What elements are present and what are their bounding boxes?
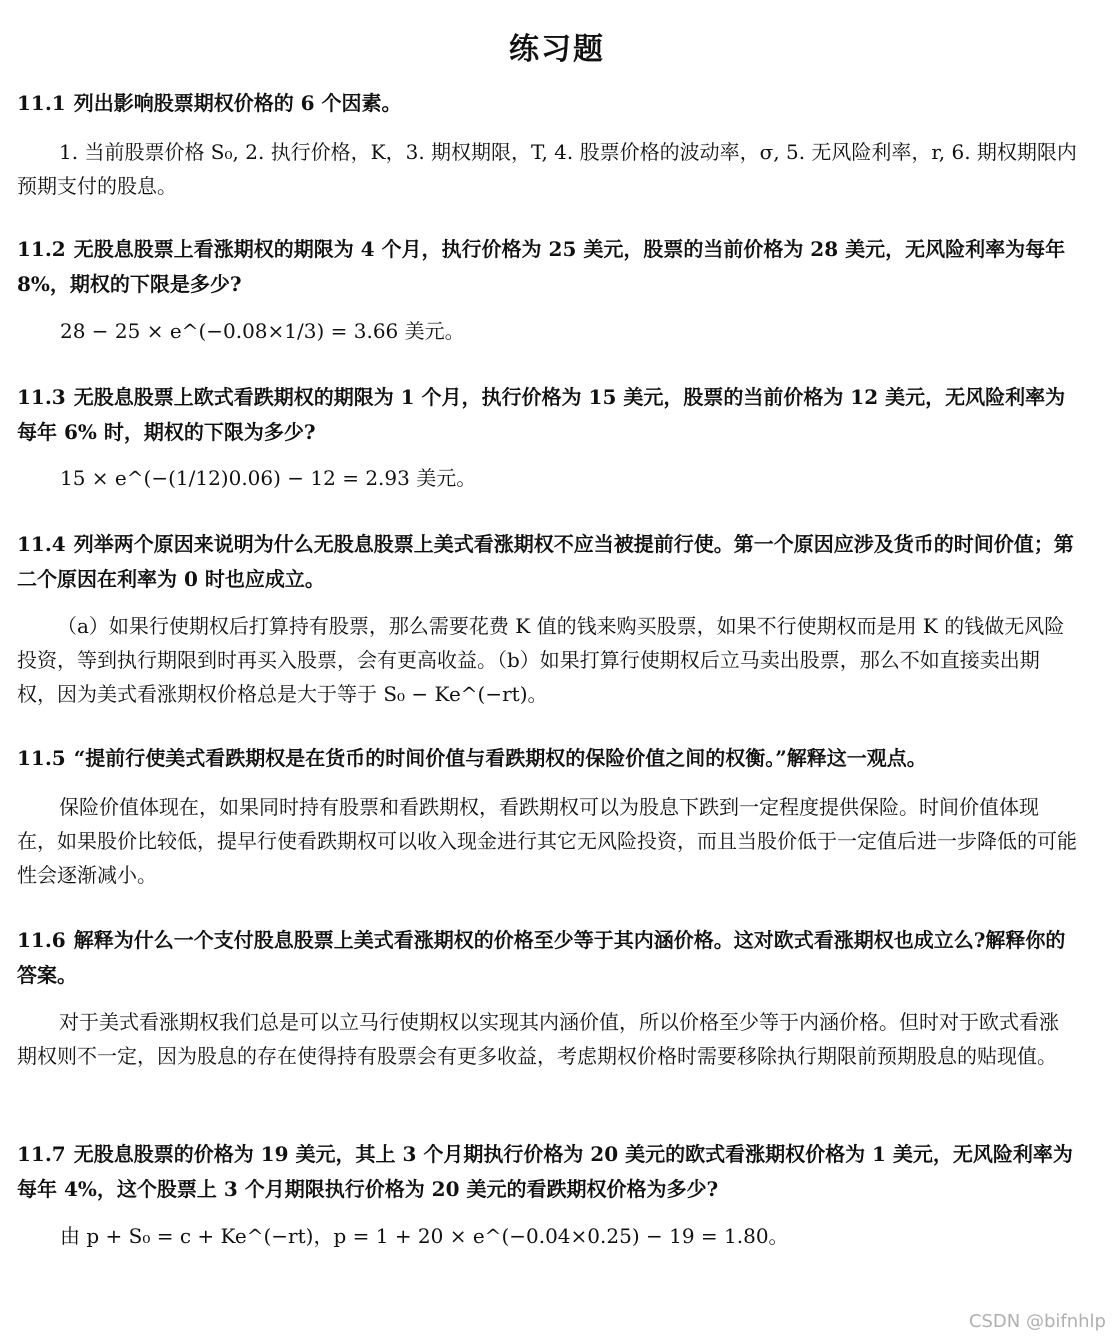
question-number: 11.6 (17, 928, 66, 952)
question-text: 无股息股票上欧式看跌期权的期限为 1 个月，执行价格为 15 美元，股票的当前价格为 12 美元，无风险利率为每年 6% 时，期权的下限为多少? (17, 385, 1066, 444)
question-number: 11.1 (17, 91, 66, 115)
answer-11-7: 由 p + S₀ = c + Ke^(−rt)，p = 1 + 20 × e^(−0.04×0.25) − 19 = 1.80。 (60, 1224, 789, 1248)
answer-11-1: 1. 当前股票价格 S₀, 2. 执行价格，K，3. 期权期限，T, 4. 股票价格的波动率，σ, 5. 无风险利率，r, 6. 期权期限内预期支付的股息。 (17, 140, 1077, 198)
page-title: 练习题 (509, 32, 605, 67)
watermark: CSDN @bifnhlp (968, 1311, 1106, 1332)
question-11-4 (17, 527, 1077, 597)
answer-11-5: 保险价值体现在，如果同时持有股票和看跌期权，看跌期权可以为股息下跌到一定程度提供保险。时间价值体现在，如果股价比较低，提早行使看跌期权可以收入现金进行其它无风险投资，而且当股价低于一定值后进一步降低的可能性会逐渐减小。 (17, 795, 1077, 887)
question-number: 11.5 (17, 746, 66, 770)
question-11-2 (17, 232, 1077, 302)
question-number: 11.2 (17, 237, 66, 261)
question-number: 11.7 (17, 1142, 66, 1166)
question-text: “提前行使美式看跌期权是在货币的时间价值与看跌期权的保险价值之间的权衡。”解释这一观点。 (73, 746, 927, 770)
question-text: 列出影响股票期权价格的 6 个因素。 (73, 91, 402, 115)
question-11-5 (17, 741, 1077, 776)
answer-11-6: 对于美式看涨期权我们总是可以立马行使期权以实现其内涵价值，所以价格至少等于内涵价格。但时对于欧式看涨期权则不一定，因为股息的存在使得持有股票会有更多收益，考虑期权价格时需要移除执行期限前预期股息的贴现值。 (17, 1010, 1059, 1068)
answer-11-3: 15 × e^(−(1/12)0.06) − 12 = 2.93 美元。 (60, 466, 477, 490)
question-number: 11.3 (17, 385, 66, 409)
question-text: 列举两个原因来说明为什么无股息股票上美式看涨期权不应当被提前行使。第一个原因应涉及货币的时间价值；第二个原因在利率为 0 时也应成立。 (17, 532, 1074, 591)
question-11-3 (17, 380, 1077, 450)
question-text: 解释为什么一个支付股息股票上美式看涨期权的价格至少等于其内涵价格。这对欧式看涨期权也成立么?解释你的答案。 (17, 928, 1066, 987)
question-11-7 (17, 1137, 1077, 1207)
answer-11-4: （a）如果行使期权后打算持有股票，那么需要花费 K 值的钱来购买股票，如果不行使期权而是用 K 的钱做无风险投资，等到执行期限到时再买入股票，会有更高收益。（b）如果打算行使期权后立马卖出股票，那么不如直接卖出期权，因为美式看涨期权价格总是大于等于 S₀ − Ke^(−rt)。 (17, 614, 1065, 706)
answer-11-2: 28 − 25 × e^(−0.08×1/3) = 3.66 美元。 (60, 319, 465, 343)
question-number: 11.4 (17, 532, 66, 556)
question-text: 无股息股票的价格为 19 美元，其上 3 个月期执行价格为 20 美元的欧式看涨期权价格为 1 美元，无风险利率为每年 4%，这个股票上 3 个月期限执行价格为 20 美元的看跌期权价格为多少? (17, 1142, 1073, 1201)
question-11-6 (17, 923, 1077, 993)
question-text: 无股息股票上看涨期权的期限为 4 个月，执行价格为 25 美元，股票的当前价格为 28 美元，无风险利率为每年 8%，期权的下限是多少? (17, 237, 1066, 296)
question-11-1 (17, 86, 1077, 121)
